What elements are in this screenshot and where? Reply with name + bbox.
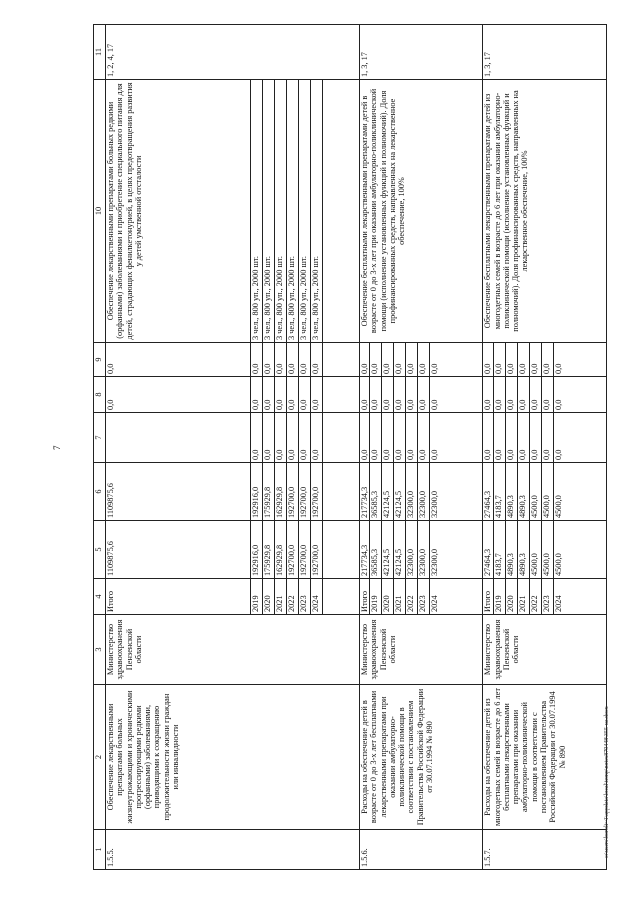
row-activity-name: Обеспечение лекарственными препаратами больных жизнеугрожающими и хроническими прогрессирующими редкими (орфанными) заболеваниями, приводящими к сокращению продолжительности жизни граждан или инвалидности xyxy=(106,685,360,830)
empty-cell xyxy=(323,463,360,521)
value-cell: 4500,0 xyxy=(529,463,541,521)
value-cell: 0,0 xyxy=(394,343,406,377)
value-cell: 4500,0 xyxy=(553,463,606,521)
header-cell: 1 xyxy=(94,830,106,870)
value-cell: 0,0 xyxy=(517,413,529,463)
value-cell: 0,0 xyxy=(299,377,311,413)
value-cell: 162929,8 xyxy=(275,521,287,579)
header-cell: 11 xyxy=(94,25,106,80)
total-cell xyxy=(106,413,251,463)
value-cell: 0,0 xyxy=(263,413,275,463)
value-cell: 0,0 xyxy=(311,343,323,377)
value-cell: 0,0 xyxy=(553,377,606,413)
value-cell: 175929,8 xyxy=(263,463,275,521)
value-cell: 0,0 xyxy=(311,413,323,463)
year-cell: 2019 xyxy=(370,579,382,615)
program-table xyxy=(93,24,607,870)
value-cell: 4500,0 xyxy=(529,521,541,579)
row-executor: Министерство здравоохранения Пензенской области xyxy=(483,615,606,685)
table-row xyxy=(360,25,370,870)
result-description: Обеспечение бесплатными лекарственными препаратами детей в возрасте от 0 до 3-х лет при оказании амбулаторно-поликлинической помощи (исполнение установленных функций и полномочий). Доля профинансированных средств, направленных на лекарственное обеспечение, 100% xyxy=(360,80,483,343)
total-label: Итого xyxy=(360,579,370,615)
value-cell: 0,0 xyxy=(517,377,529,413)
value-cell: 0,0 xyxy=(275,377,287,413)
header-cell: 7 xyxy=(94,413,106,463)
empty-cell xyxy=(323,80,360,343)
row-activity-name: Расходы на обеспечение детей из многодетных семей в возрасте до 6 лет бесплатными лекарственными препаратами при оказании амбулаторно-поликлинической помощи в соответствии с постановлением Правительства Российской Федерации от 30.07.1994 № 890 xyxy=(483,685,606,830)
row-number: 1.5.6. xyxy=(360,830,483,870)
value-cell: 4890,3 xyxy=(517,521,529,579)
year-cell: 2024 xyxy=(553,579,606,615)
value-cell: 0,0 xyxy=(529,343,541,377)
year-cell: 2020 xyxy=(505,579,517,615)
total-cell: 0,0 xyxy=(483,377,493,413)
value-cell: 42124,5 xyxy=(394,521,406,579)
total-cell: 0,0 xyxy=(360,413,370,463)
value-cell: 0,0 xyxy=(493,413,505,463)
value-cell: 0,0 xyxy=(370,413,382,463)
empty-cell xyxy=(323,521,360,579)
year-cell: 2022 xyxy=(287,579,299,615)
value-cell: 4500,0 xyxy=(541,521,553,579)
year-cell: 2023 xyxy=(541,579,553,615)
value-cell: 42124,5 xyxy=(382,463,394,521)
result-description: Обеспечение лекарственными препаратами больных редкими (орфанными) заболеваниями и приобретение специального питания для детей, страдающих фенилкетонурией, в целях предотвращения развития у детей умственной отсталости xyxy=(106,80,251,343)
year-cell: 2022 xyxy=(529,579,541,615)
value-cell: 175929,8 xyxy=(263,521,275,579)
year-result: 3 чел., 800 уп., 2000 шт. xyxy=(275,80,287,343)
value-cell: 0,0 xyxy=(251,377,263,413)
value-cell: 4890,3 xyxy=(505,463,517,521)
indicator-refs: 1, 3, 17 xyxy=(483,25,606,80)
header-cell: 4 xyxy=(94,579,106,615)
total-cell: 0,0 xyxy=(360,343,370,377)
row-number: 1.5.7. xyxy=(483,830,606,870)
year-cell: 2020 xyxy=(382,579,394,615)
value-cell: 0,0 xyxy=(287,377,299,413)
year-cell: 2020 xyxy=(263,579,275,615)
empty-cell xyxy=(323,413,360,463)
value-cell: 0,0 xyxy=(529,413,541,463)
header-cell: 10 xyxy=(94,80,106,343)
value-cell: 0,0 xyxy=(311,377,323,413)
value-cell: 0,0 xyxy=(406,343,418,377)
value-cell: 4500,0 xyxy=(541,463,553,521)
header-cell: 9 xyxy=(94,343,106,377)
value-cell: 0,0 xyxy=(541,343,553,377)
value-cell: 0,0 xyxy=(382,377,394,413)
value-cell: 0,0 xyxy=(406,413,418,463)
total-cell: 27464,3 xyxy=(483,463,493,521)
value-cell: 0,0 xyxy=(430,343,483,377)
row-executor: Министерство здравоохранения Пензенской области xyxy=(360,615,483,685)
total-cell: 0,0 xyxy=(106,377,251,413)
empty-cell xyxy=(323,579,360,615)
total-cell: 0,0 xyxy=(483,413,493,463)
empty-cell xyxy=(323,343,360,377)
value-cell: 192700,0 xyxy=(311,521,323,579)
value-cell: 32300,0 xyxy=(418,521,430,579)
value-cell: 0,0 xyxy=(287,343,299,377)
total-cell: 217734,3 xyxy=(360,463,370,521)
year-result: 3 чел., 800 уп., 2000 шт. xyxy=(311,80,323,343)
value-cell: 0,0 xyxy=(517,343,529,377)
year-result: 3 чел., 800 уп., 2000 шт. xyxy=(263,80,275,343)
total-cell: 0,0 xyxy=(483,343,493,377)
table-row xyxy=(483,25,493,870)
value-cell: 0,0 xyxy=(505,377,517,413)
value-cell: 0,0 xyxy=(418,343,430,377)
value-cell: 0,0 xyxy=(541,413,553,463)
value-cell: 192916,0 xyxy=(251,463,263,521)
year-cell: 2021 xyxy=(517,579,529,615)
header-cell: 3 xyxy=(94,615,106,685)
value-cell: 192700,0 xyxy=(287,521,299,579)
indicator-refs: 1, 3, 17 xyxy=(360,25,483,80)
year-cell: 2024 xyxy=(430,579,483,615)
value-cell: 0,0 xyxy=(382,413,394,463)
footer-file-path: c:\users\boroli~1\appdata\local\temp\notes879448\355-ua.docx xyxy=(604,706,610,858)
total-cell: 0,0 xyxy=(106,343,251,377)
value-cell: 0,0 xyxy=(505,413,517,463)
value-cell: 32300,0 xyxy=(418,463,430,521)
total-cell: 1109875,6 xyxy=(106,521,251,579)
header-cell: 8 xyxy=(94,377,106,413)
year-cell: 2019 xyxy=(251,579,263,615)
year-cell: 2021 xyxy=(275,579,287,615)
year-cell: 2023 xyxy=(418,579,430,615)
value-cell: 0,0 xyxy=(299,413,311,463)
value-cell: 192700,0 xyxy=(299,463,311,521)
value-cell: 36585,3 xyxy=(370,521,382,579)
value-cell: 0,0 xyxy=(553,343,606,377)
value-cell: 0,0 xyxy=(251,413,263,463)
value-cell: 0,0 xyxy=(529,377,541,413)
value-cell: 4890,3 xyxy=(517,463,529,521)
total-label: Итого xyxy=(106,579,251,615)
value-cell: 32300,0 xyxy=(430,521,483,579)
value-cell: 0,0 xyxy=(418,377,430,413)
header-cell: 2 xyxy=(94,685,106,830)
value-cell: 0,0 xyxy=(263,377,275,413)
total-cell: 217734,3 xyxy=(360,521,370,579)
value-cell: 0,0 xyxy=(430,413,483,463)
value-cell: 0,0 xyxy=(287,413,299,463)
value-cell: 192700,0 xyxy=(287,463,299,521)
value-cell: 36585,3 xyxy=(370,463,382,521)
value-cell: 0,0 xyxy=(263,343,275,377)
value-cell: 0,0 xyxy=(275,343,287,377)
value-cell: 192916,0 xyxy=(251,521,263,579)
year-cell: 2024 xyxy=(311,579,323,615)
rotated-table-sheet xyxy=(93,25,582,870)
row-activity-name: Расходы на обеспечение детей в возрасте от 0 до 3-х лет бесплатными лекарственными препаратами при оказании амбулаторно-поликлинической помощи в соответствии с постановлением Правительства Российской Федерации от 30.07.1994 № 890 xyxy=(360,685,483,830)
page-number: 7 xyxy=(52,445,62,450)
row-executor: Министерство здравоохранения Пензенской области xyxy=(106,615,360,685)
value-cell: 0,0 xyxy=(394,413,406,463)
value-cell: 4890,3 xyxy=(505,521,517,579)
header-row xyxy=(94,25,106,870)
year-cell: 2022 xyxy=(406,579,418,615)
header-cell: 6 xyxy=(94,463,106,521)
row-number: 1.5.5. xyxy=(106,830,360,870)
value-cell: 192700,0 xyxy=(299,521,311,579)
year-result: 3 чел., 800 уп., 2000 шт. xyxy=(287,80,299,343)
value-cell: 32300,0 xyxy=(406,521,418,579)
empty-cell xyxy=(323,377,360,413)
value-cell: 0,0 xyxy=(505,343,517,377)
value-cell: 0,0 xyxy=(553,413,606,463)
value-cell: 0,0 xyxy=(406,377,418,413)
value-cell: 42124,5 xyxy=(382,521,394,579)
year-result: 3 чел., 800 уп., 2000 шт. xyxy=(251,80,263,343)
year-result: 3 чел., 800 уп., 2000 шт. xyxy=(299,80,311,343)
total-cell: 27464,3 xyxy=(483,521,493,579)
value-cell: 162929,8 xyxy=(275,463,287,521)
value-cell: 0,0 xyxy=(382,343,394,377)
total-cell: 1109875,6 xyxy=(106,463,251,521)
value-cell: 4183,7 xyxy=(493,463,505,521)
value-cell: 4183,7 xyxy=(493,521,505,579)
value-cell: 4500,0 xyxy=(553,521,606,579)
value-cell: 32300,0 xyxy=(406,463,418,521)
value-cell: 0,0 xyxy=(418,413,430,463)
year-cell: 2023 xyxy=(299,579,311,615)
value-cell: 0,0 xyxy=(370,343,382,377)
value-cell: 192700,0 xyxy=(311,463,323,521)
value-cell: 32300,0 xyxy=(430,463,483,521)
value-cell: 0,0 xyxy=(370,377,382,413)
indicator-refs: 1, 2, 4, 17 xyxy=(106,25,360,80)
value-cell: 0,0 xyxy=(275,413,287,463)
value-cell: 42124,5 xyxy=(394,463,406,521)
total-label: Итого xyxy=(483,579,493,615)
header-cell: 5 xyxy=(94,521,106,579)
value-cell: 0,0 xyxy=(493,343,505,377)
year-cell: 2021 xyxy=(394,579,406,615)
value-cell: 0,0 xyxy=(251,343,263,377)
result-description: Обеспечение бесплатными лекарственными препаратами детей из многодетных семей в возрасте до 6 лет при оказании амбулаторно-поликлинической помощи (исполнение установленных функций и полномочий). Доля профинансированных средств, направленных на лекарственное обеспечение, 100% xyxy=(483,80,606,343)
value-cell: 0,0 xyxy=(394,377,406,413)
total-cell: 0,0 xyxy=(360,377,370,413)
value-cell: 0,0 xyxy=(299,343,311,377)
value-cell: 0,0 xyxy=(541,377,553,413)
value-cell: 0,0 xyxy=(493,377,505,413)
year-cell: 2019 xyxy=(493,579,505,615)
table-row xyxy=(106,25,251,870)
value-cell: 0,0 xyxy=(430,377,483,413)
